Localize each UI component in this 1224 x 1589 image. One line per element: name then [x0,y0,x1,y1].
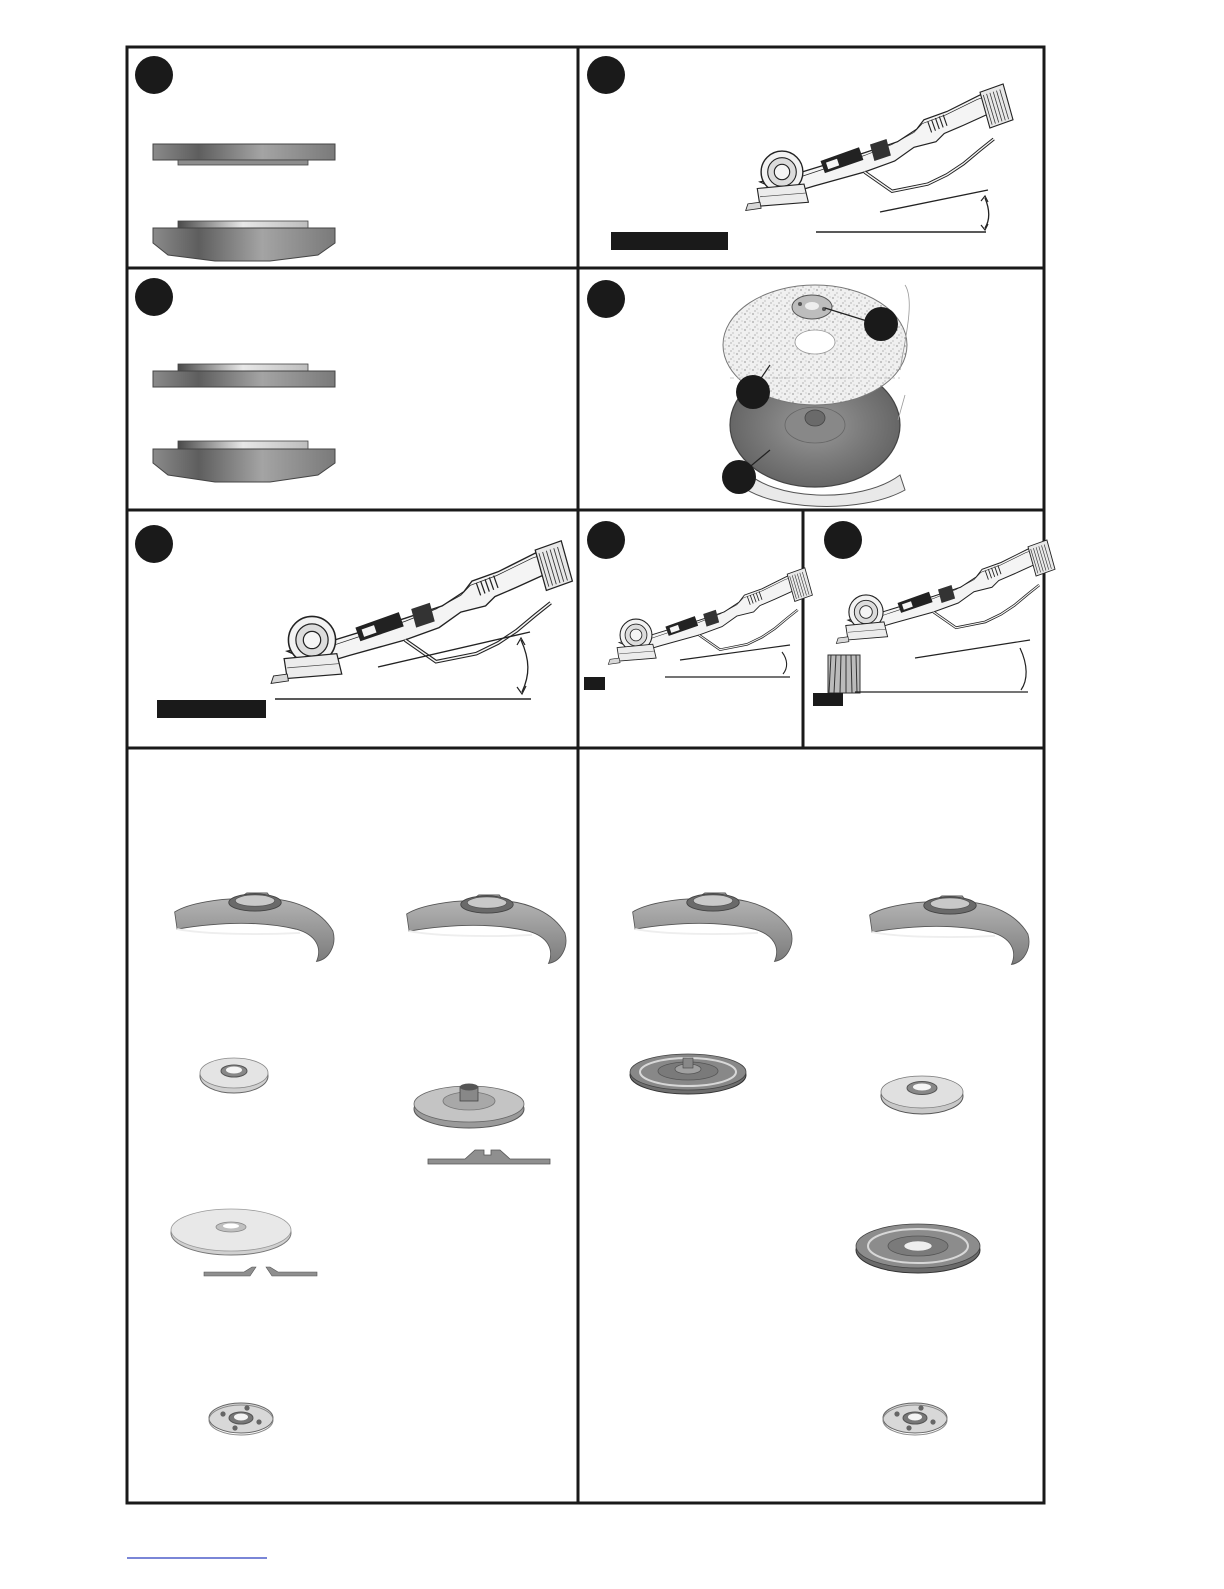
panel-borders [127,47,1044,1503]
step-marker-d [587,280,625,318]
step-marker-f [587,521,625,559]
guard-i-1 [633,893,792,961]
panel-b [587,56,1013,250]
callout-backing-pad [722,460,756,494]
grinder-illustration-b [746,84,1013,211]
step-marker-e [135,525,173,563]
clamp-nut-i [883,1403,947,1435]
cutting-wheel-i [630,1054,746,1094]
thick-flange-outer [153,364,335,387]
diamond-blade-i [856,1224,980,1273]
callout-clamp-nut [864,307,898,341]
panel-a [135,56,335,261]
step-marker-b [587,56,625,94]
guard-h-2 [407,895,566,963]
panel-f [584,521,812,690]
step-marker-a [135,56,173,94]
thick-flange-inner [153,441,335,482]
backing-flange-h [200,1058,268,1093]
warning-label-f [584,677,605,690]
backing-flange-i [881,1076,963,1114]
callout-sanding-disc [736,375,770,409]
guard-i-2 [870,896,1029,964]
thin-flange-outer [153,144,335,165]
grinding-wheel-h [171,1209,317,1276]
backing-pad-hub-h [414,1084,550,1165]
warning-label-g [813,693,843,706]
step-marker-g [824,521,862,559]
panel-e [135,525,572,718]
clamp-nut-h [209,1403,273,1435]
panel-h [171,893,566,1435]
panel-c [135,278,335,482]
panel-i [630,893,1029,1435]
clamp-nut [792,295,832,319]
step-marker-c [135,278,173,316]
guard-h-1 [175,893,334,961]
wire-brush [828,655,860,693]
grinder-illustration-g [836,540,1055,644]
warning-label-e [157,700,266,718]
thin-flange-inner [153,221,335,261]
panel-d [587,280,909,506]
warning-label-b [611,232,728,250]
panel-g [813,521,1055,706]
grinder-illustration-f [608,568,812,665]
